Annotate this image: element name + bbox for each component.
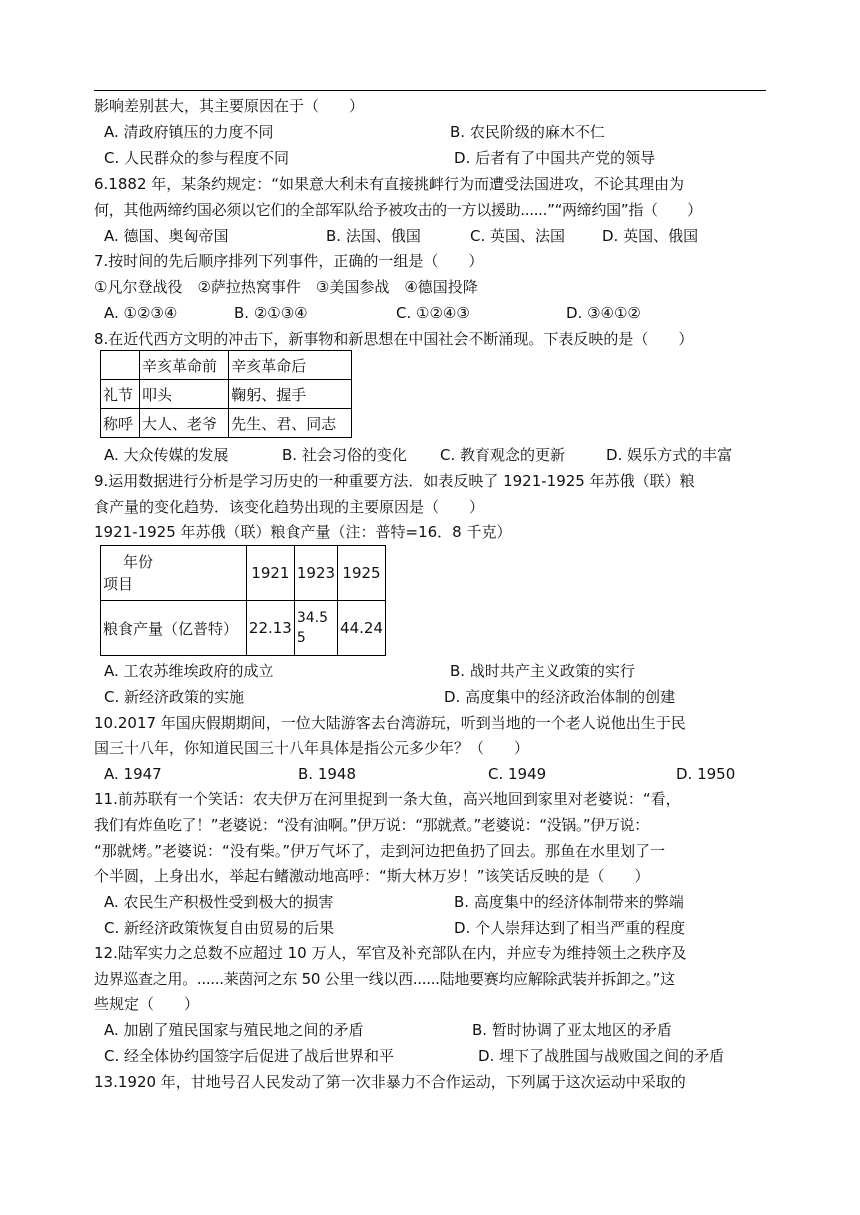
q8-option-c: C. 教育观念的更新 — [440, 446, 566, 464]
q10-stem-line1: 10.2017 年国庆假期期间，一位大陆游客去台湾游玩，听到当地的一个老人说他出生于民 — [94, 714, 686, 732]
q6-option-a: A. 德国、奥匈帝国 — [104, 227, 229, 245]
table-row — [101, 380, 352, 409]
q12-stem-line3: 些规定（ ） — [94, 995, 200, 1013]
q12-stem-line2: 边界巡查之用。......莱茵河之东 50 公里一线以西......陆地要赛均应解除武装并拆卸之。”这 — [94, 970, 675, 988]
q9-option-c: C. 新经济政策的实施 — [104, 688, 245, 706]
q7-option-d: D. ③④①② — [566, 304, 641, 322]
table-row — [101, 601, 386, 656]
q8-option-d: D. 娱乐方式的丰富 — [606, 446, 733, 464]
q11-option-b: B. 高度集中的经济体制带来的弊端 — [454, 893, 684, 911]
q9-option-b: B. 战时共产主义政策的实行 — [450, 662, 635, 680]
q12-option-d: D. 埋下了战胜国与战败国之间的矛盾 — [478, 1047, 725, 1065]
q11-option-d: D. 个人崇拜达到了相当严重的程度 — [454, 919, 686, 937]
q5-option-c: C. 人民群众的参与程度不同 — [104, 149, 290, 167]
q11-stem-line4: 个半圆，上身出水，举起右鳍激动地高呼：“斯大林万岁！”该笑话反映的是（ ） — [94, 867, 650, 885]
q10-option-b: B. 1948 — [298, 765, 357, 783]
q7-option-b: B. ②①③④ — [234, 304, 308, 322]
q6-option-d: D. 英国、俄国 — [602, 227, 699, 245]
q8-stem: 8.在近代西方文明的冲击下，新事物和新思想在中国社会不断涌现。下表反映的是（ ） — [94, 330, 694, 348]
q7-option-c: C. ①②④③ — [396, 304, 470, 322]
q9-table-caption: 1921-1925 年苏俄（联）粮食产量（注：普特=16．8 千克） — [94, 523, 512, 541]
q5-option-a: A. 清政府镇压的力度不同 — [104, 123, 274, 141]
table-cell: 1923 — [294, 546, 337, 601]
header-rule — [94, 90, 766, 91]
q9-stem-line1: 9.运用数据进行分析是学习历史的一种重要方法．如表反映了 1921-1925 年苏俄（联）粮 — [94, 472, 695, 490]
q10-option-d: D. 1950 — [676, 765, 736, 783]
q9-stem-line2: 食产量的变化趋势．该变化趋势出现的主要原因是（ ） — [94, 498, 485, 516]
table-cell: 称呼 — [101, 409, 140, 438]
q7-stem: 7.按时间的先后顺序排列下列事件，正确的一组是（ ） — [94, 252, 484, 270]
q6-stem-line2: 何，其他两缔约国必须以它们的全部军队给予被攻击的一方以援助......”“两缔约国”指（ ） — [94, 201, 702, 219]
table-corner-cell — [101, 546, 247, 601]
q11-stem-line2: 我们有炸鱼吃了！”老婆说：“没有油啊。”伊万说：“那就煮。”老婆说：“没锅。”伊万说： — [94, 816, 649, 834]
q11-stem-line3: “那就烤。”老婆说：“没有柴。”伊万气坏了，走到河边把鱼扔了回去。那鱼在水里划了一 — [94, 842, 666, 860]
q9-table — [100, 545, 386, 656]
q13-stem-line1: 13.1920 年，甘地号召人民发动了第一次非暴力不合作运动，下列属于这次运动中采取的 — [94, 1073, 686, 1091]
table-cell: 先生、君、同志 — [229, 409, 352, 438]
q9-option-d: D. 高度集中的经济政治体制的创建 — [444, 688, 676, 706]
q12-option-c: C. 经全体协约国签字后促进了战后世界和平 — [104, 1047, 395, 1065]
q9-option-a: A. 工农苏维埃政府的成立 — [104, 662, 274, 680]
q12-stem-line1: 12.陆军实力之总数不应超过 10 万人，军官及补充部队在内，并应专为维持领土之秩序及 — [94, 944, 687, 962]
q6-option-c: C. 英国、法国 — [470, 227, 566, 245]
q8-option-b: B. 社会习俗的变化 — [282, 446, 407, 464]
table-cell: 大人、老爷 — [140, 409, 229, 438]
q8-option-a: A. 大众传媒的发展 — [104, 446, 229, 464]
table-cell — [101, 351, 140, 380]
table-cell: 34.55 — [294, 601, 337, 656]
q11-option-a: A. 农民生产积极性受到极大的损害 — [104, 893, 334, 911]
q11-option-c: C. 新经济政策恢复自由贸易的后果 — [104, 919, 335, 937]
table-cell: 礼节 — [101, 380, 140, 409]
q5-stem-end: 影响差别甚大，其主要原因在于（ ） — [94, 97, 365, 115]
table-cell: 叩头 — [140, 380, 229, 409]
table-cell: 鞠躬、握手 — [229, 380, 352, 409]
q6-stem-line1: 6.1882 年，某条约规定：“如果意大利未有直接挑衅行为而遭受法国进攻，不论其理由为 — [94, 175, 685, 193]
table-row — [101, 351, 352, 380]
q10-option-a: A. 1947 — [104, 765, 162, 783]
table-cell: 粮食产量（亿普特） — [101, 601, 247, 656]
q7-option-a: A. ①②③④ — [104, 304, 178, 322]
q6-option-b: B. 法国、俄国 — [326, 227, 421, 245]
table-cell: 辛亥革命前 — [140, 351, 229, 380]
q12-option-a: A. 加剧了殖民国家与殖民地之间的矛盾 — [104, 1021, 364, 1039]
q5-option-d: D. 后者有了中国共产党的领导 — [454, 149, 656, 167]
table-cell: 辛亥革命后 — [229, 351, 352, 380]
corner-label-year: 年份 — [123, 553, 154, 571]
q10-stem-line2: 国三十八年，你知道民国三十八年具体是指公元多少年？（ ） — [94, 739, 530, 757]
corner-label-item: 项目 — [103, 575, 134, 593]
table-cell: 22.13 — [246, 601, 294, 656]
table-cell: 44.24 — [338, 601, 386, 656]
q12-option-b: B. 暂时协调了亚太地区的矛盾 — [472, 1021, 672, 1039]
table-cell: 1925 — [338, 546, 386, 601]
table-row — [101, 409, 352, 438]
q8-table — [100, 350, 352, 438]
table-cell: 1921 — [246, 546, 294, 601]
q5-option-b: B. 农民阶级的麻木不仁 — [450, 123, 605, 141]
q11-stem-line1: 11.前苏联有一个笑话：农夫伊万在河里捉到一条大鱼，高兴地回到家里对老婆说：“看， — [94, 790, 681, 808]
table-row — [101, 546, 386, 601]
q7-events: ①凡尔登战役 ②萨拉热窝事件 ③美国参战 ④德国投降 — [94, 278, 478, 296]
q10-option-c: C. 1949 — [488, 765, 547, 783]
